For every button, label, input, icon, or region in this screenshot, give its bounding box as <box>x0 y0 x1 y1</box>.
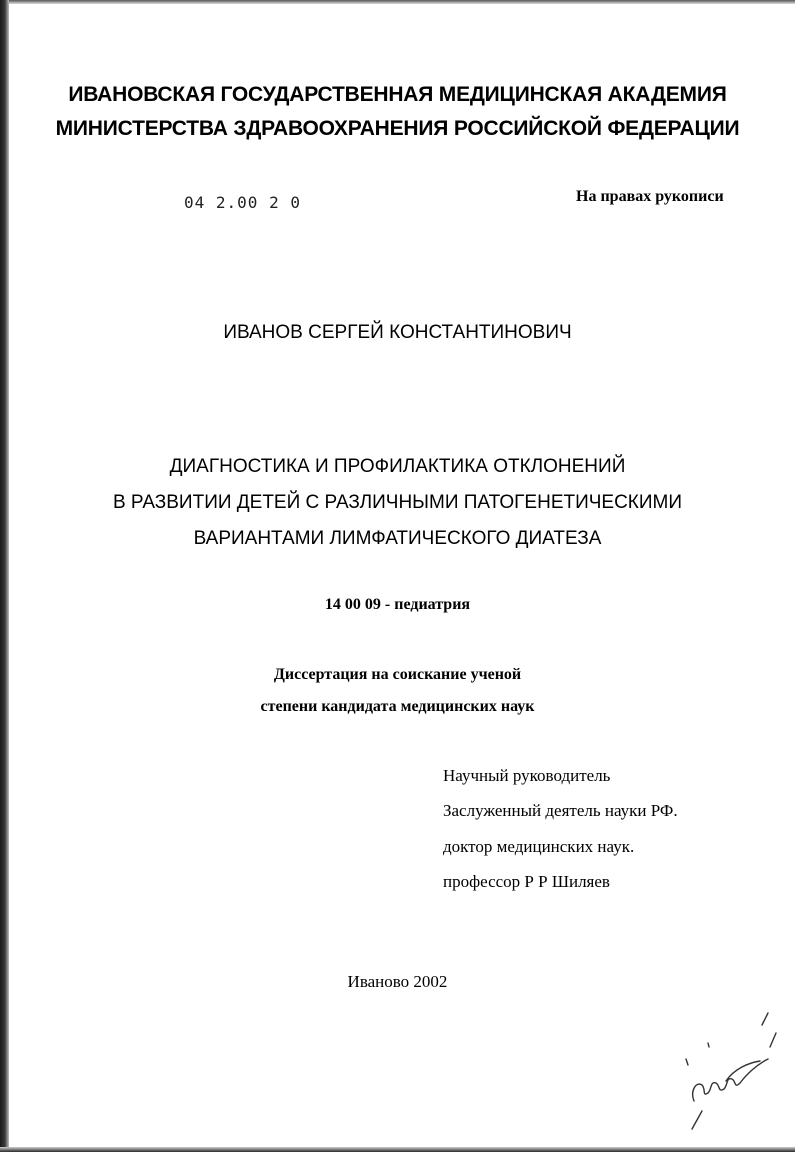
scan-edge-bottom <box>0 1147 795 1152</box>
institution-line-1: ИВАНОВСКАЯ ГОСУДАРСТВЕННАЯ МЕДИЦИНСКАЯ АКАДЕМИЯ <box>68 83 727 106</box>
dissertation-line-2: степени кандидата медицинских наук <box>260 698 535 715</box>
city-year: Иваново 2002 <box>347 972 448 991</box>
dissertation-line-1: Диссертация на соискание ученой <box>273 666 522 683</box>
specialty-code: 14 00 09 - педиатрия <box>324 596 471 613</box>
handwritten-signature <box>672 1003 782 1131</box>
title-line-2: В РАЗВИТИИ ДЕТЕЙ С РАЗЛИЧНЫМИ ПАТОГЕНЕТИЧЕСКИМИ <box>112 492 683 513</box>
supervisor-line-3: доктор медицинских наук. <box>443 837 635 856</box>
supervisor-line-2: Заслуженный деятель науки РФ. <box>443 801 678 820</box>
title-line-3: ВАРИАНТАМИ ЛИМФАТИЧЕСКОГО ДИАТЕЗА <box>193 528 602 549</box>
institution-line-2: МИНИСТЕРСТВА ЗДРАВООХРАНЕНИЯ РОССИЙСКОЙ ФЕДЕРАЦИИ <box>55 117 740 140</box>
registration-stamp: 04 2.00 2 0 <box>184 193 301 212</box>
author-name: ИВАНОВ СЕРГЕЙ КОНСТАНТИНОВИЧ <box>223 322 572 343</box>
title-line-1: ДИАГНОСТИКА И ПРОФИЛАКТИКА ОТКЛОНЕНИЙ <box>169 456 626 477</box>
supervisor-line-4: профессор Р Р Шиляев <box>443 872 610 891</box>
scan-edge-top <box>0 0 795 4</box>
supervisor-line-1: Научный руководитель <box>443 766 611 785</box>
manuscript-rights-label: На правах рукописи <box>576 188 724 205</box>
